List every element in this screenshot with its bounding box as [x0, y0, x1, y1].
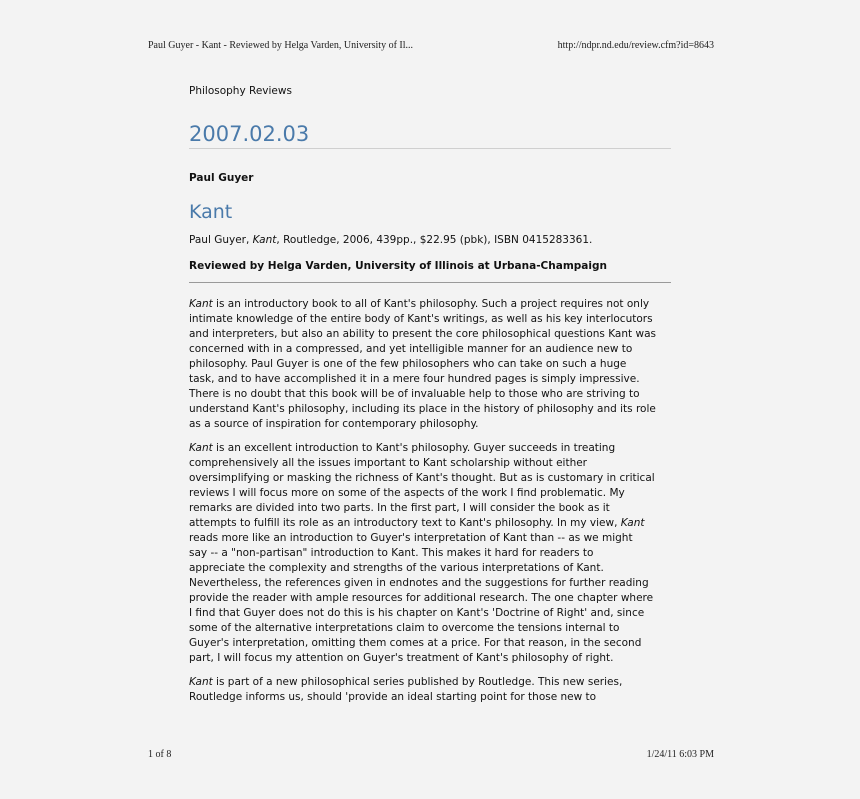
print-footer: [148, 749, 714, 760]
paragraph-3: Kant is part of a new philosophical series published by Routledge. This new series, Routledge informs us, should 'provide an ideal starting point for those new to: [189, 676, 623, 703]
citation-title: Kant: [252, 234, 277, 246]
reviewer-line: Reviewed by Helga Varden, University of Illinois at Urbana-Champaign: [189, 259, 671, 283]
review-content: [189, 84, 671, 714]
paragraph-2-lead: Kant: [189, 442, 213, 454]
page-count: 1 of 8: [148, 749, 172, 760]
print-header-title: Paul Guyer - Kant - Reviewed by Helga Varden, University of Il...: [148, 40, 414, 51]
citation-details: , Routledge, 2006, 439pp., $22.95 (pbk), ISBN 0415283361.: [276, 234, 593, 246]
review-body: [189, 297, 671, 705]
book-author: Paul Guyer: [189, 172, 254, 184]
paragraph-1-lead: Kant: [189, 298, 213, 310]
print-header-url: http://ndpr.nd.edu/review.cfm?id=8643: [557, 40, 714, 51]
book-citation: [189, 233, 671, 247]
site-name: Philosophy Reviews: [189, 85, 292, 97]
paragraph-1: Kant is an introductory book to all of Kant's philosophy. Such a project requires not only intimate knowledge of the entire body of Kant's writings, as well as his key interlocutors and interpreters, but also an ability to present the core philosophical questions Kant was concerned with in a compressed, and yet intelligible manner for an audience new to philosophy. Paul Guyer is one of the few philosophers who can take on such a huge task, and to have accomplished it in a mere four hundred pages is simply impressive. There is no doubt that this book will be of invaluable help to those who are striving to understand Kant's philosophy, including its place in the history of philosophy and its role as a source of inspiration for contemporary philosophy.: [189, 298, 656, 430]
paragraph-2: Kant is an excellent introduction to Kant's philosophy. Guyer succeeds in treating comprehensively all the issues important to Kant scholarship without either oversimplifying or masking the richness of Kant's thought. But as is customary in critical reviews I will focus more on some of the aspects of the work I find problematic. My remarks are divided into two parts. In the first part, I will consider the book as it attempts to fulfill its role as an introductory text to Kant's philosophy. In my view, Kant reads more like an introduction to Guyer's interpretation of Kant than -- as we might say -- a "non-partisan" introduction to Kant. This makes it hard for readers to appreciate the complexity and strengths of the various interpretations of Kant. Nevertheless, the references given in endnotes and the suggestions for further reading provide the reader with ample resources for additional research. The one chapter where I find that Guyer does not do this is his chapter on Kant's 'Doctrine of Right' and, since some of the alternative interpretations claim to overcome the tensions internal to Guyer's interpretation, omitting them comes at a price. For that reason, in the second part, I will focus my attention on Guyer's treatment of Kant's philosophy of right.: [189, 442, 655, 664]
print-timestamp: 1/24/11 6:03 PM: [646, 749, 714, 760]
paragraph-3-lead: Kant: [189, 676, 213, 688]
print-header: [148, 40, 714, 51]
paragraph-2-inline-title: Kant: [620, 517, 645, 529]
citation-author: Paul Guyer,: [189, 234, 253, 246]
book-title: Kant: [189, 201, 233, 223]
review-date: 2007.02.03: [189, 120, 671, 149]
